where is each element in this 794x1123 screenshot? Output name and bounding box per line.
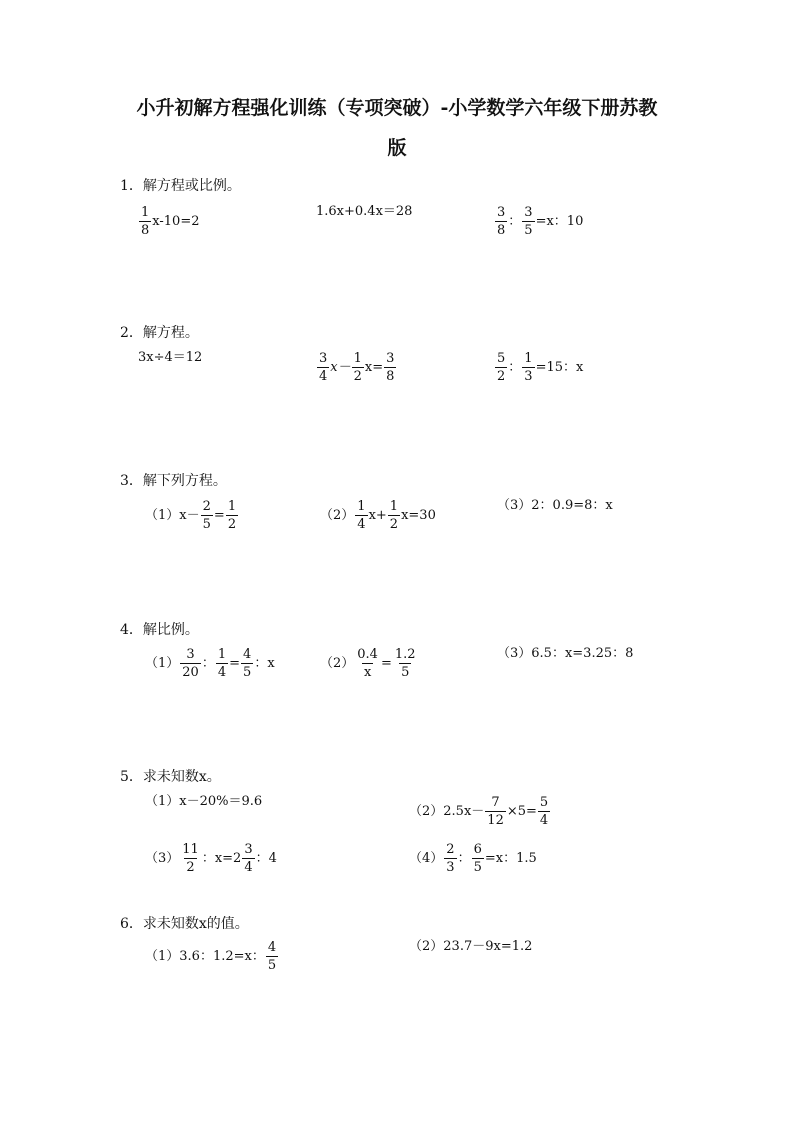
fraction	[201, 499, 213, 532]
fraction-denominator: 8	[386, 369, 395, 384]
fraction-denominator: 4	[217, 665, 227, 680]
equation-text: （2）23.7－9x=1.2	[409, 939, 533, 954]
equation-text: （3）6.5：x=3.25：8	[497, 646, 634, 661]
equation-text: =	[380, 656, 392, 671]
fraction-denominator: 20	[182, 665, 199, 680]
fraction-denominator: 2	[389, 517, 399, 532]
fraction-denominator: 2	[497, 369, 506, 384]
question-2-heading: 2．解方程。	[120, 325, 199, 341]
equation-text: （1）3.6：1.2=x：	[145, 949, 265, 964]
fraction-numerator: 1	[524, 351, 533, 366]
fraction	[139, 205, 151, 238]
fraction-numerator: 6	[473, 842, 482, 857]
fraction-denominator: 2	[353, 369, 362, 384]
question-6-heading: 6．求未知数x的值。	[120, 916, 249, 932]
equation-text: x=30	[401, 508, 436, 523]
question-3-heading: 3．解下列方程。	[120, 473, 227, 489]
fraction	[355, 647, 380, 680]
fraction	[241, 647, 253, 680]
equation-text: =15：x	[535, 360, 584, 375]
fraction	[538, 795, 550, 828]
equation-text: ：	[508, 360, 522, 375]
fraction	[352, 351, 364, 384]
equation-text: x=	[364, 360, 384, 375]
question-6-equation-1	[145, 940, 279, 973]
question-5-heading: 5．求未知数x。	[120, 769, 221, 785]
equation-text: 2.5x－	[443, 804, 485, 819]
fraction-numerator: 5	[497, 351, 506, 366]
question-3-equation-1	[145, 499, 239, 532]
equation-text: （2）	[320, 656, 355, 671]
fraction-numerator: 4	[267, 940, 277, 955]
equation-text: ：	[201, 656, 215, 671]
equation-text: （1）	[145, 656, 180, 671]
fraction-numerator: 3	[386, 351, 395, 366]
fraction-numerator: 5	[539, 795, 549, 810]
fraction	[495, 205, 507, 238]
equation-text: ：4	[255, 851, 277, 866]
equation-text: =	[213, 508, 225, 523]
fraction-denominator: 5	[473, 860, 482, 875]
question-4-heading: 4．解比例。	[120, 622, 199, 638]
equation-text: 3x÷4＝12	[138, 350, 203, 365]
equation-text: =	[229, 656, 241, 671]
fraction	[317, 351, 329, 384]
question-1-heading: 1．解方程或比例。	[120, 178, 241, 194]
fraction-denominator: 3	[524, 369, 533, 384]
fraction-numerator: 1.2	[394, 647, 416, 662]
equation-text: （2）	[409, 804, 444, 819]
fraction-denominator: 3	[446, 860, 455, 875]
fraction	[393, 647, 418, 680]
question-1-equation-1	[138, 205, 199, 238]
fraction	[444, 842, 456, 875]
fraction-numerator: 1	[357, 499, 366, 514]
fraction-numerator: 3	[319, 351, 328, 366]
equation-text: x-10=2	[152, 214, 200, 229]
question-3-equation-2	[320, 499, 436, 532]
equation-text: =x：10	[535, 214, 584, 229]
fraction-denominator: 4	[244, 860, 253, 875]
equation-text: （1）x－20%＝9.6	[145, 794, 263, 809]
fraction	[266, 940, 278, 973]
fraction-denominator: 4	[539, 813, 549, 828]
question-1-equation-3	[494, 205, 583, 238]
fraction-denominator: 4	[319, 369, 328, 384]
question-4-equation-3	[497, 647, 633, 660]
fraction-denominator: 12	[487, 813, 504, 828]
fraction-denominator: x	[363, 665, 372, 680]
fraction	[216, 647, 228, 680]
fraction	[180, 647, 201, 680]
fraction	[522, 351, 534, 384]
question-5-equation-1	[145, 795, 262, 808]
question-2-equation-1	[138, 351, 202, 364]
fraction	[242, 842, 254, 875]
fraction	[485, 795, 506, 828]
question-4-equation-1	[145, 647, 275, 680]
question-3-equation-3	[497, 499, 613, 512]
fraction	[388, 499, 400, 532]
fraction-denominator: 5	[524, 223, 533, 238]
question-5-equation-2	[409, 795, 551, 828]
question-6-equation-2	[409, 940, 532, 953]
page-title: 小升初解方程强化训练（专项突破）-小学数学六年级下册苏教	[136, 97, 658, 119]
page-title-continued: 版	[387, 137, 407, 159]
equation-text: ×5=	[506, 804, 537, 819]
equation-text: ：	[457, 851, 471, 866]
fraction-numerator: 7	[491, 795, 500, 810]
fraction	[226, 499, 238, 532]
question-2-equation-2	[316, 351, 397, 384]
equation-text: （4）	[409, 851, 444, 866]
fraction-denominator: 8	[141, 223, 150, 238]
fraction-numerator: 4	[243, 647, 252, 662]
fraction-numerator: 1	[141, 205, 150, 220]
fraction-denominator: 5	[202, 517, 211, 532]
equation-text: x－	[330, 360, 351, 375]
equation-text: x－	[179, 508, 200, 523]
fraction	[472, 842, 484, 875]
fraction-denominator: 8	[497, 223, 506, 238]
fraction-numerator: 1	[353, 351, 362, 366]
equation-text: （3）2：0.9=8：x	[497, 498, 613, 513]
fraction-numerator: 1	[389, 499, 399, 514]
equation-text: （3）	[145, 851, 180, 866]
equation-text: x+	[368, 508, 387, 523]
equation-text: （2）	[320, 508, 355, 523]
equation-text: ：x	[254, 656, 275, 671]
equation-text: 1.6x+0.4x＝28	[316, 204, 413, 219]
fraction-numerator: 11	[182, 842, 199, 857]
fraction	[180, 842, 201, 875]
equation-text: ：	[508, 214, 522, 229]
question-2-equation-3	[494, 351, 583, 384]
question-5-equation-4	[409, 842, 537, 875]
question-5-equation-3	[145, 842, 277, 875]
fraction-numerator: 1	[217, 647, 227, 662]
question-1-equation-2	[316, 205, 412, 218]
fraction	[384, 351, 396, 384]
equation-text: ：x=2	[201, 851, 242, 866]
fraction	[522, 205, 534, 238]
fraction-denominator: 2	[186, 860, 195, 875]
fraction-denominator: 2	[227, 517, 237, 532]
fraction-numerator: 3	[524, 205, 533, 220]
fraction-numerator: 2	[202, 499, 211, 514]
fraction-denominator: 5	[401, 665, 410, 680]
fraction-denominator: 5	[267, 958, 277, 973]
fraction-numerator: 3	[497, 205, 506, 220]
equation-text: （1）	[145, 508, 180, 523]
fraction-numerator: 1	[227, 499, 237, 514]
fraction-numerator: 0.4	[357, 647, 378, 662]
equation-text: =x：1.5	[484, 851, 537, 866]
fraction	[495, 351, 507, 384]
fraction-numerator: 3	[244, 842, 253, 857]
fraction-denominator: 5	[243, 665, 252, 680]
fraction	[355, 499, 367, 532]
fraction-numerator: 2	[446, 842, 455, 857]
question-4-equation-2	[320, 647, 419, 680]
fraction-denominator: 4	[357, 517, 366, 532]
fraction-numerator: 3	[186, 647, 195, 662]
